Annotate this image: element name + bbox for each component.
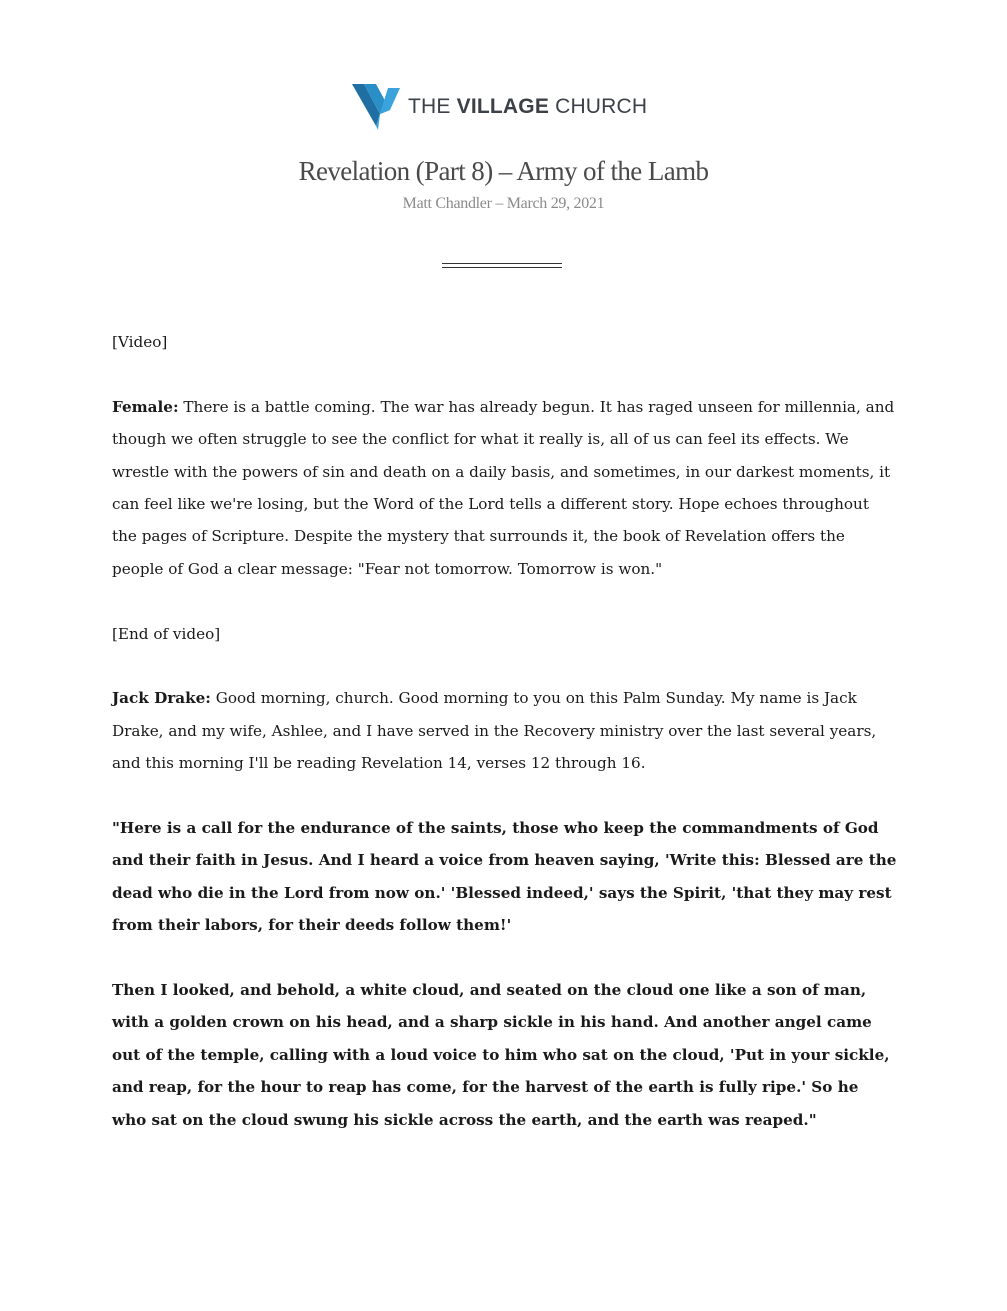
scripture-passage-1: "Here is a call for the endurance of the saints, those who keep the commandments of God and their faith in Jesus. And I heard a voice from heaven saying, 'Write this: Blessed are the dead who die in the Lord from now on.' 'Blessed indeed,' says the Spirit, 'that they may rest from their labors, for their deeds follow them!' <box>112 819 897 935</box>
logo-word-village: VILLAGE <box>456 95 550 118</box>
female-paragraph <box>112 391 897 585</box>
jack-text: Good morning, church. Good morning to you on this Palm Sunday. My name is Jack Drake, and my wife, Ashlee, and I have served in the Recovery ministry over the last several years, and this morning I'll be reading Revelation 14, verses 12 through 16. <box>112 689 877 773</box>
transcript-body <box>112 326 897 1168</box>
village-church-logo-icon <box>350 80 402 134</box>
scripture-passage-2: Then I looked, and behold, a white cloud, and seated on the cloud one like a son of man, with a golden crown on his head, and a sharp sickle in his hand. And another angel came out of the temple, calling with a loud voice to him who sat on the cloud, 'Put in your sickle, and reap, for the hour to reap has come, for the harvest of the earth is fully ripe.' So he who sat on the cloud swung his sickle across the earth, and the earth was reaped." <box>112 981 890 1129</box>
logo-word-the: THE <box>408 95 457 118</box>
speaker-label-female: Female: <box>112 397 179 416</box>
page-subtitle: Matt Chandler – March 29, 2021 <box>402 195 605 212</box>
logo-wordmark <box>408 95 647 119</box>
jack-paragraph <box>112 682 897 779</box>
female-text: There is a battle coming. The war has already begun. It has raged unseen for millennia, and though we often struggle to see the conflict for what it really is, all of us can feel its effects. We wrestle with the powers of sin and death on a daily basis, and sometimes, in our darkest moments, it can feel like we're losing, but the Word of the Lord tells a different story. Hope echoes throughout the pages of Scripture. Despite the mystery that surrounds it, the book of Revelation offers the people of God a clear message: "Fear not tomorrow. Tomorrow is won." <box>112 397 895 578</box>
video-start-note: [Video] <box>112 333 168 351</box>
video-end-note: [End of video] <box>112 624 221 643</box>
logo-word-church: CHURCH <box>549 95 648 118</box>
page-title: Revelation (Part 8) – Army of the Lamb <box>298 156 709 186</box>
church-logo <box>350 80 650 134</box>
speaker-label-jack: Jack Drake: <box>112 689 211 708</box>
title-divider <box>442 263 562 268</box>
